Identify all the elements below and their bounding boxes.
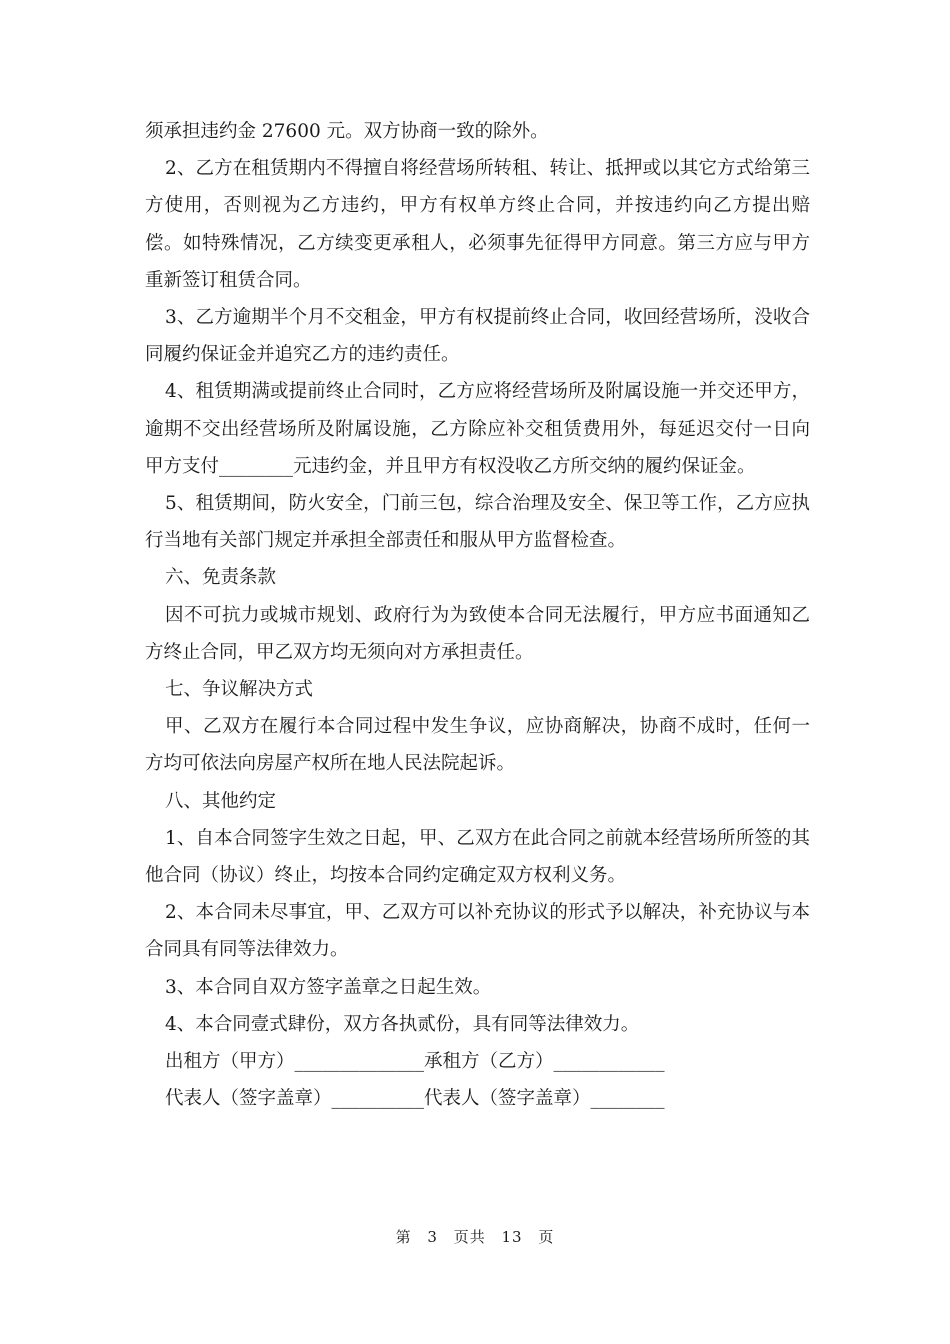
paragraph-1: 须承担违约金 27600 元。双方协商一致的除外。	[145, 121, 549, 142]
paragraph-dispute: 甲、乙双方在履行本合同过程中发生争议，应协商解决，协商不成时，任何一方均可依法向房屋产权所在地人民法院起诉。	[145, 716, 810, 775]
section-heading-8: 八、其他约定	[165, 790, 277, 812]
paragraph-other-1: 1、自本合同签字生效之日起，甲、乙双方在此合同之前就本经营场所所签的其他合同（协议）终止，均按本合同约定确定双方权利义务。	[145, 827, 810, 887]
signature-line-representatives: 代表人（签字盖章）__________代表人（签字盖章）________	[165, 1088, 665, 1110]
paragraph-other-3: 3、本合同自双方签字盖章之日起生效。	[165, 976, 492, 998]
signature-line-parties: 出租方（甲方）______________承租方（乙方）____________	[165, 1051, 665, 1073]
page-footer: 第 3 页共 13 页	[395, 1228, 555, 1246]
paragraph-clause-2: 2、乙方在租赁期内不得擅自将经营场所转租、转让、抵押或以其它方式给第三方使用，否则视为乙方违约，甲方有权单方终止合同，并按违约向乙方提出赔偿。如特殊情况，乙方续变更承租人，必须事先征得甲方同意。第三方应与甲方重新签订租赁合同。	[145, 158, 810, 291]
contract-body	[145, 113, 810, 1117]
paragraph-clause-4: 4、租赁期满或提前终止合同时，乙方应将经营场所及附属设施一并交还甲方，逾期不交出经营场所及附属设施，乙方除应补交租赁费用外，每延迟交付一日向甲方支付________元违约金，并且甲方有权没收乙方所交纳的履约保证金。	[145, 381, 810, 477]
section-heading-7: 七、争议解决方式	[165, 679, 314, 701]
paragraph-other-4: 4、本合同壹式肆份，双方各执贰份，具有同等法律效力。	[165, 1013, 640, 1035]
paragraph-clause-5: 5、租赁期间，防火安全，门前三包，综合治理及安全、保卫等工作，乙方应执行当地有关部门规定并承担全部责任和服从甲方监督检查。	[145, 493, 810, 552]
paragraph-exemption: 因不可抗力或城市规划、政府行为为致使本合同无法履行，甲方应书面通知乙方终止合同，甲乙双方均无须向对方承担责任。	[145, 604, 810, 663]
paragraph-other-2: 2、本合同未尽事宜，甲、乙双方可以补充协议的形式予以解决，补充协议与本合同具有同等法律效力。	[145, 902, 810, 961]
paragraph-clause-3: 3、乙方逾期半个月不交租金，甲方有权提前终止合同，收回经营场所，没收合同履约保证金并追究乙方的违约责任。	[145, 307, 810, 366]
section-heading-6: 六、免责条款	[165, 567, 277, 589]
